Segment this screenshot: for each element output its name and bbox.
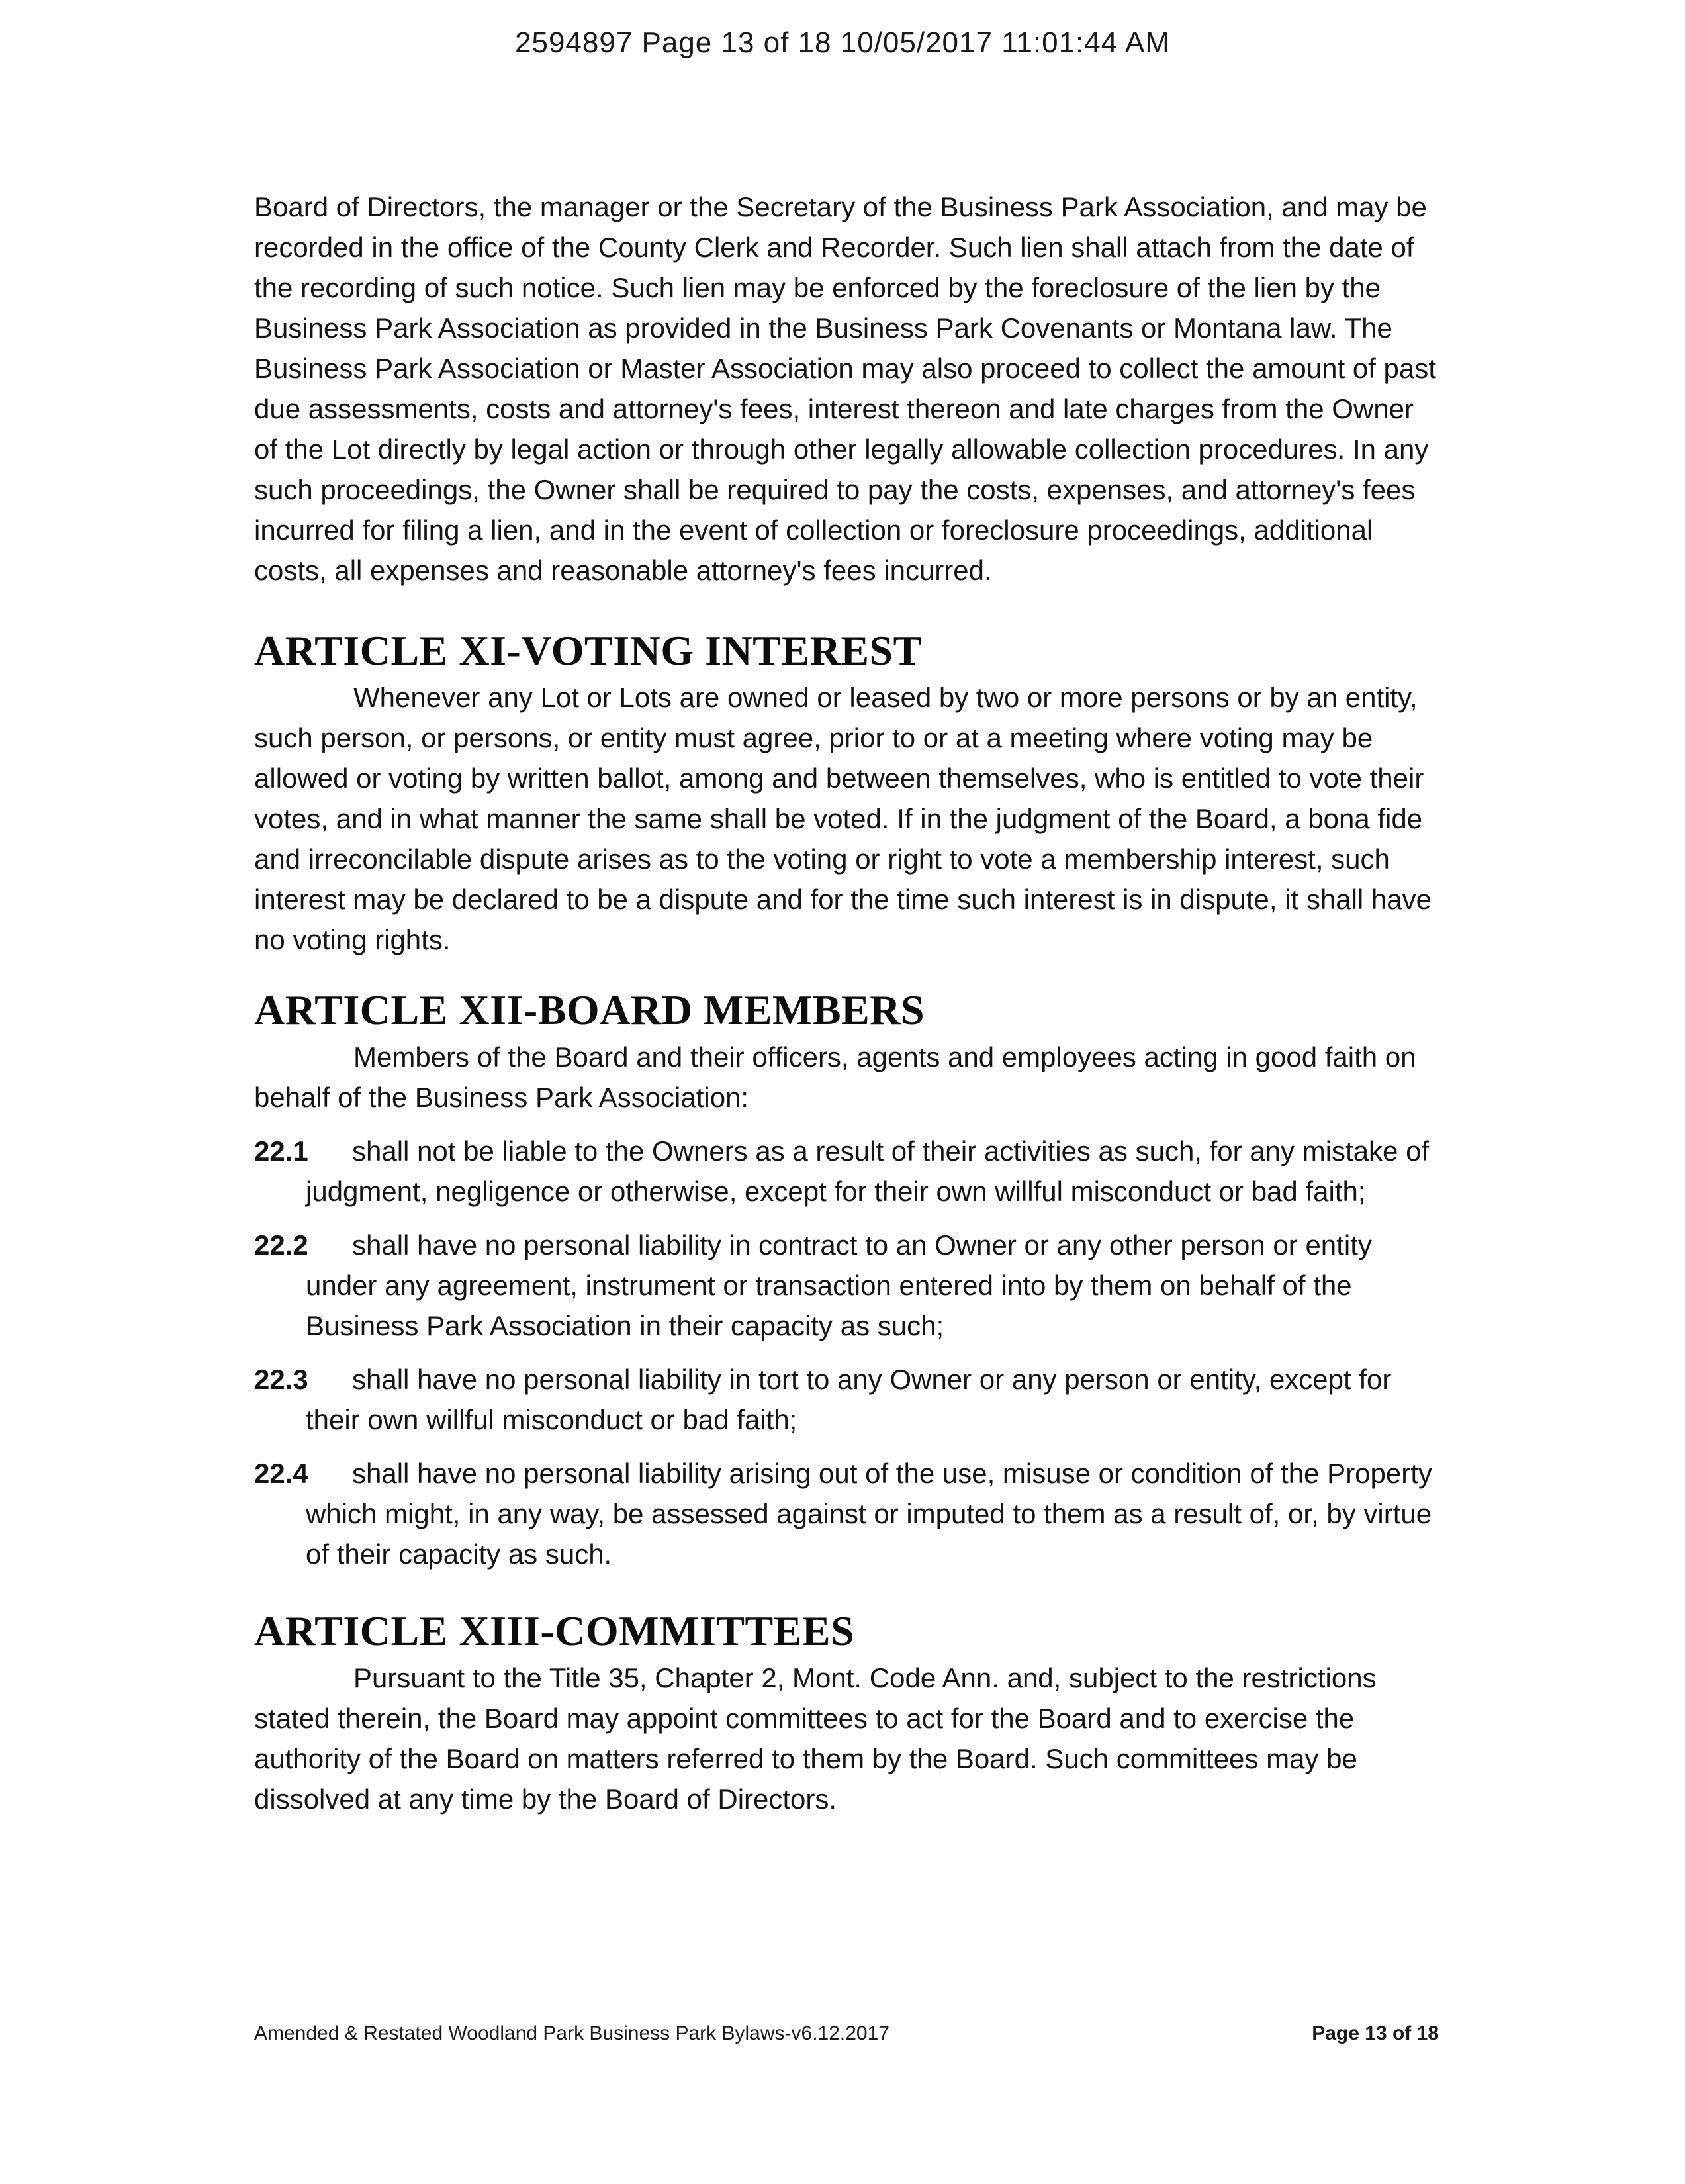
list-item-text: shall not be liable to the Owners as a result of their activities as such, for any mistake of judgment, negligence or otherwise, except for their own willful misconduct or bad faith; bbox=[306, 1135, 1430, 1207]
footer-page-number: Page 13 of 18 bbox=[1312, 2022, 1439, 2044]
article-xiii-heading: ARTICLE XIII-COMMITTEES bbox=[254, 1607, 855, 1654]
list-item-number: 22.4 bbox=[254, 1458, 308, 1489]
list-item bbox=[254, 1453, 1439, 1574]
list-item-number: 22.3 bbox=[254, 1364, 308, 1395]
article-xi-heading: ARTICLE XI-VOTING INTEREST bbox=[254, 627, 922, 674]
footer-document-title: Amended & Restated Woodland Park Business Park Bylaws-v6.12.2017 bbox=[254, 2022, 889, 2044]
list-item-text: shall have no personal liability in contract to an Owner or any other person or entity under any agreement, instrument or transaction entered into by them on behalf of the Business Park Association in their capacity as such; bbox=[306, 1229, 1372, 1341]
article-xii-body: Members of the Board and their officers, agents and employees acting in good faith on behalf of the Business Park Association: bbox=[254, 1041, 1416, 1113]
intro-paragraph: Board of Directors, the manager or the Secretary of the Business Park Association, and may be recorded in the office of the County Clerk and Recorder. Such lien shall attach from the date of the recording of such notice. Such lien may be enforced by the foreclosure of the lien by the Business Park Association as provided in the Business Park Covenants or Montana law. The Business Park Association or Master Association may also proceed to collect the amount of past due assessments, costs and attorney's fees, interest thereon and late charges from the Owner of the Lot directly by legal action or through other legally allowable collection procedures. In any such proceedings, the Owner shall be required to pay the costs, expenses, and attorney's fees incurred for filing a lien, and in the event of collection or foreclosure proceedings, additional costs, all expenses and reasonable attorney's fees incurred. bbox=[254, 191, 1436, 586]
list-item-text: shall have no personal liability arising out of the use, misuse or condition of the Property which might, in any way, be assessed against or imputed to them as a result of, or, by virtue of their capacity as such. bbox=[306, 1458, 1432, 1570]
list-item-number: 22.1 bbox=[254, 1135, 308, 1166]
board-members-list bbox=[254, 1131, 1439, 1574]
recording-stamp: 2594897 Page 13 of 18 10/05/2017 11:01:44 AM bbox=[515, 26, 1170, 59]
list-item-text: shall have no personal liability in tort to any Owner or any person or entity, except for their own willful misconduct or bad faith; bbox=[306, 1364, 1392, 1435]
list-item bbox=[254, 1131, 1439, 1211]
list-item-number: 22.2 bbox=[254, 1229, 308, 1260]
document-body bbox=[254, 187, 1439, 1819]
article-xii-heading: ARTICLE XII-BOARD MEMBERS bbox=[254, 986, 925, 1033]
list-item bbox=[254, 1225, 1439, 1346]
article-xi-body: Whenever any Lot or Lots are owned or leased by two or more persons or by an entity, such person, or persons, or entity must agree, prior to or at a meeting where voting may be allowed or voting by written ballot, among and between themselves, who is entitled to vote their votes, and in what manner the same shall be voted. If in the judgment of the Board, a bona fide and irreconcilable dispute arises as to the voting or right to vote a membership interest, such interest may be declared to be a dispute and for the time such interest is in dispute, it shall have no voting rights. bbox=[254, 682, 1432, 955]
list-item bbox=[254, 1359, 1439, 1440]
article-xiii-body: Pursuant to the Title 35, Chapter 2, Mont. Code Ann. and, subject to the restrictions stated therein, the Board may appoint committees to act for the Board and to exercise the authority of the Board on matters referred to them by the Board. Such committees may be dissolved at any time by the Board of Directors. bbox=[254, 1662, 1377, 1815]
